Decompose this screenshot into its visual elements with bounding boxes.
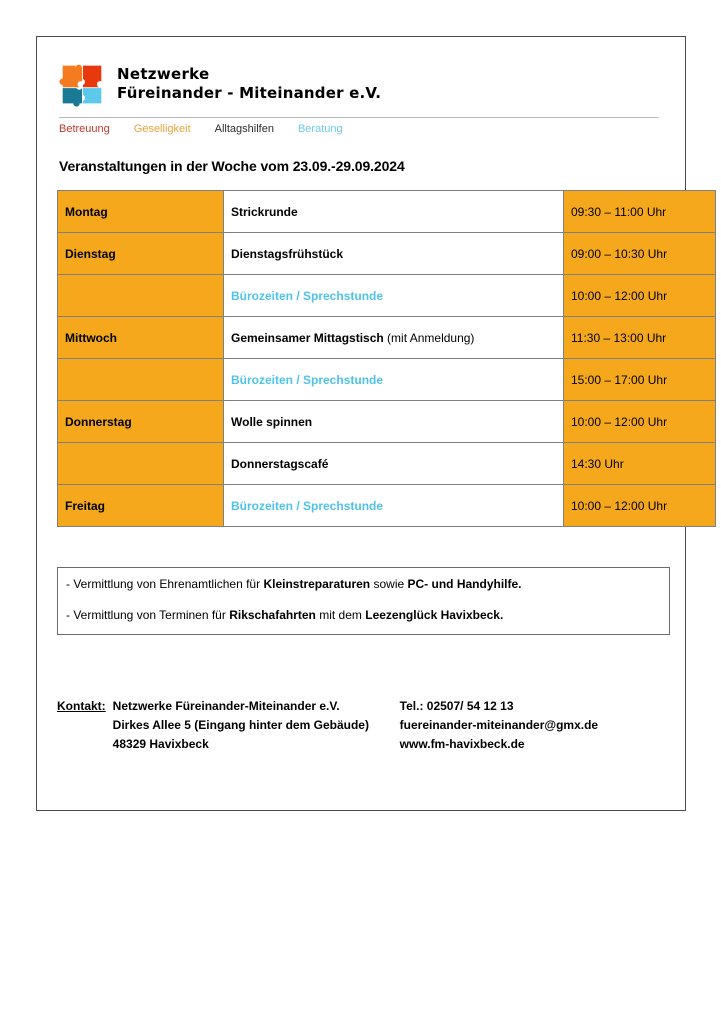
row-day: Montag xyxy=(58,191,224,233)
note1-part-b: Kleinstreparaturen xyxy=(263,577,371,591)
contact-address-line1: Netzwerke Füreinander-Miteinander e.V. xyxy=(112,699,340,713)
note2-part-a: - Vermittlung von Terminen für xyxy=(66,608,230,622)
row-event-main: Wolle spinnen xyxy=(231,414,313,429)
table-row xyxy=(58,485,716,527)
nav-item-betreuung[interactable]: Betreuung xyxy=(59,123,110,135)
table-row xyxy=(58,317,716,359)
page-title: Veranstaltungen in der Woche vom 23.09.-29.09.2024 xyxy=(59,158,405,174)
row-day: Donnerstag xyxy=(58,401,224,443)
document-page-frame xyxy=(36,36,686,811)
nav-item-beratung[interactable]: Beratung xyxy=(297,123,343,135)
contact-email[interactable]: fuereinander-miteinander@gmx.de xyxy=(399,718,599,732)
row-event xyxy=(224,359,564,401)
row-time: 10:00 – 12:00 Uhr xyxy=(564,485,716,527)
row-time: 09:00 – 10:30 Uhr xyxy=(564,233,716,275)
table-row xyxy=(58,359,716,401)
row-time: 10:00 – 12:00 Uhr xyxy=(564,401,716,443)
row-event xyxy=(224,401,564,443)
note2-part-d: Leezenglück Havixbeck. xyxy=(365,608,504,622)
table-row xyxy=(58,275,716,317)
row-day xyxy=(58,359,224,401)
organization-name-line1: Netzwerke xyxy=(117,65,210,83)
row-event-main: Bürozeiten / Sprechstunde xyxy=(231,372,384,387)
table-row xyxy=(58,401,716,443)
logo-row xyxy=(59,55,667,113)
row-event xyxy=(224,485,564,527)
row-time: 15:00 – 17:00 Uhr xyxy=(564,359,716,401)
row-day: Dienstag xyxy=(58,233,224,275)
contact-address xyxy=(113,697,400,754)
row-event-main: Donnerstagscafé xyxy=(231,456,329,471)
note1-part-d: PC- und Handyhilfe. xyxy=(407,577,522,591)
schedule-table-body xyxy=(58,191,716,527)
note2-part-b: Rikschafahrten xyxy=(229,608,316,622)
row-event xyxy=(224,233,564,275)
table-row xyxy=(58,191,716,233)
header-divider xyxy=(59,117,659,118)
table-row xyxy=(58,443,716,485)
nav-links xyxy=(59,123,667,135)
note1-part-c: sowie xyxy=(370,577,408,591)
row-time: 10:00 – 12:00 Uhr xyxy=(564,275,716,317)
organization-name xyxy=(117,65,381,103)
row-time: 14:30 Uhr xyxy=(564,443,716,485)
document-header xyxy=(59,55,667,135)
row-event xyxy=(224,275,564,317)
note2-part-c: mit dem xyxy=(315,608,366,622)
contact-address-line3: 48329 Havixbeck xyxy=(112,737,209,751)
row-event xyxy=(224,443,564,485)
schedule-table xyxy=(57,190,716,527)
row-event-main: Bürozeiten / Sprechstunde xyxy=(231,498,384,513)
row-day xyxy=(58,443,224,485)
contact-block xyxy=(57,697,598,754)
row-event-main: Dienstagsfrühstück xyxy=(231,246,344,261)
row-event-note: (mit Anmeldung) xyxy=(383,330,475,345)
row-time: 09:30 – 11:00 Uhr xyxy=(564,191,716,233)
note-line-1 xyxy=(66,577,661,592)
organization-name-line2: Füreinander - Miteinander e.V. xyxy=(117,84,382,102)
contact-website[interactable]: www.fm-havixbeck.de xyxy=(399,737,525,751)
contact-phone: Tel.: 02507/ 54 12 13 xyxy=(399,699,514,713)
contact-label: Kontakt: xyxy=(57,699,106,713)
row-day: Freitag xyxy=(58,485,224,527)
row-day xyxy=(58,275,224,317)
note1-part-a: - Vermittlung von Ehrenamtlichen für xyxy=(66,577,264,591)
row-day: Mittwoch xyxy=(58,317,224,359)
row-event-main: Bürozeiten / Sprechstunde xyxy=(231,288,384,303)
notes-box xyxy=(57,567,670,635)
row-event-main: Strickrunde xyxy=(231,204,298,219)
table-row xyxy=(58,233,716,275)
nav-item-alltagshilfen[interactable]: Alltagshilfen xyxy=(214,123,274,135)
row-event xyxy=(224,191,564,233)
nav-item-geselligkeit[interactable]: Geselligkeit xyxy=(133,123,191,135)
note-line-2 xyxy=(66,608,661,623)
contact-address-line2: Dirkes Allee 5 (Eingang hinter dem Gebäude) xyxy=(112,718,369,732)
row-time: 11:30 – 13:00 Uhr xyxy=(564,317,716,359)
row-event-main: Gemeinsamer Mittagstisch xyxy=(231,330,384,345)
puzzle-logo-icon xyxy=(59,61,105,107)
contact-communication xyxy=(400,697,598,754)
row-event xyxy=(224,317,564,359)
